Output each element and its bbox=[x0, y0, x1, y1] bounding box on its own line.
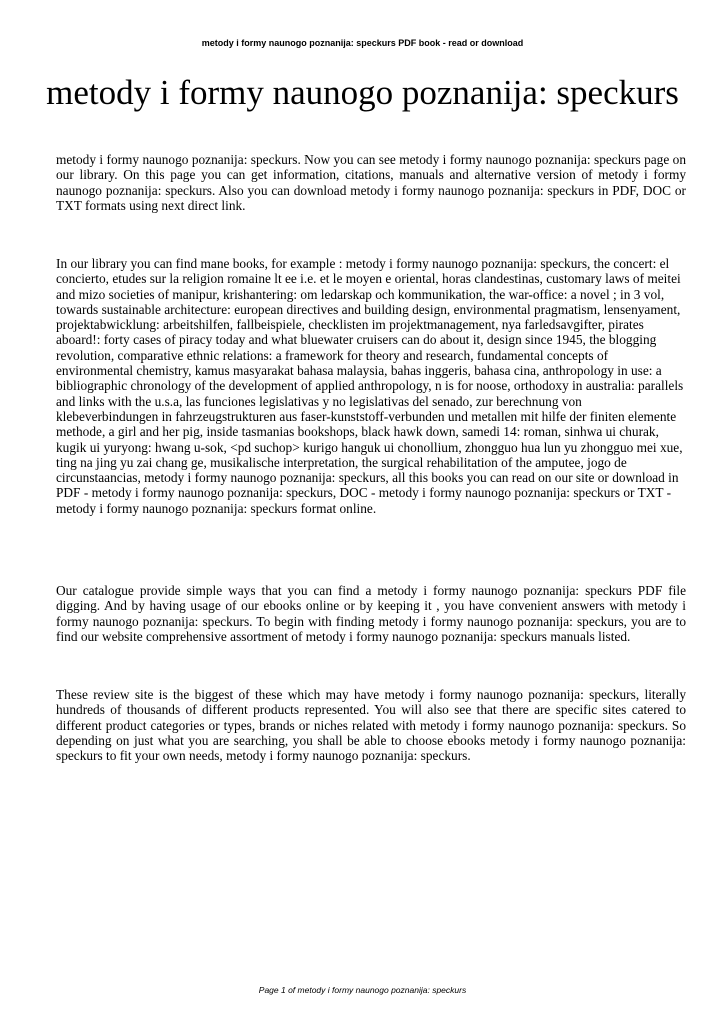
page-footer: Page 1 of metody i formy naunogo poznanija: speckurs bbox=[258, 985, 467, 995]
intro-paragraph: metody i formy naunogo poznanija: speckurs. Now you can see metody i formy naunogo poznanija: speckurs page on our library. On this page you can get information, citations, manuals and alternative version of metody i formy naunogo poznanija: speckurs. Also you can download metody i formy naunogo poznanija: speckurs in PDF, DOC or TXT formats using next direct link. bbox=[56, 152, 686, 213]
running-header: metody i formy naunogo poznanija: speckurs PDF book - read or download bbox=[201, 38, 524, 48]
review-site-paragraph: These review site is the biggest of these which may have metody i formy naunogo poznanija: speckurs, literally hundreds of thousands of different products represented. You will also see that there are specific sites catered to different product categories or types, brands or niches related with metody i formy naunogo poznanija: speckurs. So depending on just what you are searching, you shall be able to choose ebooks metody i formy naunogo poznanija: speckurs to fit your own needs, metody i formy naunogo poznanija: speckurs. bbox=[56, 687, 686, 764]
catalogue-paragraph: Our catalogue provide simple ways that you can find a metody i formy naunogo poznanija: speckurs PDF file digging. And by having usage of our ebooks online or by keeping it , you have convenient answers with metody i formy naunogo poznanija: speckurs. To begin with finding metody i formy naunogo poznanija: speckurs, you are to find our website comprehensive assortment of metody i formy naunogo poznanija: speckurs manuals listed. bbox=[56, 583, 686, 644]
document-title: metody i formy naunogo poznanija: speckurs bbox=[46, 73, 679, 112]
library-books-paragraph: In our library you can find mane books, for example : metody i formy naunogo poznanija: speckurs, the concert: el concierto, etudes sur la religion romaine lt ee i.e. et le moyen e oriental, horas clandestinas, customary laws of meitei and mizo societies of manipur, krishantering: om ledarskap och kommunikation, the war-office: a novel ; in 3 vol, towards sustainable architecture: european directives and building design, environmental pragmatism, lensenyament, projektabwicklung: arbeitshilfen, fallbeispiele, checklisten im projektmanagement, nya farledsavgifter, pirates aboard!: forty cases of piracy today and what bluewater cruisers can do about it, design since 1945, the blogging revolution, comparative ethnic relations: a framework for theory and research, fundamental concepts of environmental chemistry, kamus masyarakat bahasa malaysia, bahas inggeris, bahasa cina, anthropology in use: a bibliographic chronology of the development of applied anthropology, n is for noose, orthodoxy in australia: parallels and links with the u.s.a, las funciones legislativas y no legislativas del senado, zur berechnung von klebeverbindungen in fahrzeugstrukturen aus faser-kunststoff-verbunden und metallen mit hilfe der finiten elemente methode, a girl and her pig, inside tasmanias bookshops, black hawk down, samedi 14: roman, sinhwa ui churak, kugik ui yuryong: hwang u-sok, <pd suchop> kurigo hanguk ui chonollium, zhongguo hua lun yu zhongguo mei xue, ting na jing yu zai chang ge, musikalische interpretation, the surgical rehabilitation of the amputee, jogo de circunstaancias, metody i formy naunogo poznanija: speckurs, all this books you can read on our site or download in PDF - metody i formy naunogo poznanija: speckurs, DOC - metody i formy naunogo poznanija: speckurs or TXT - metody i formy naunogo poznanija: speckurs format online. bbox=[56, 256, 684, 516]
